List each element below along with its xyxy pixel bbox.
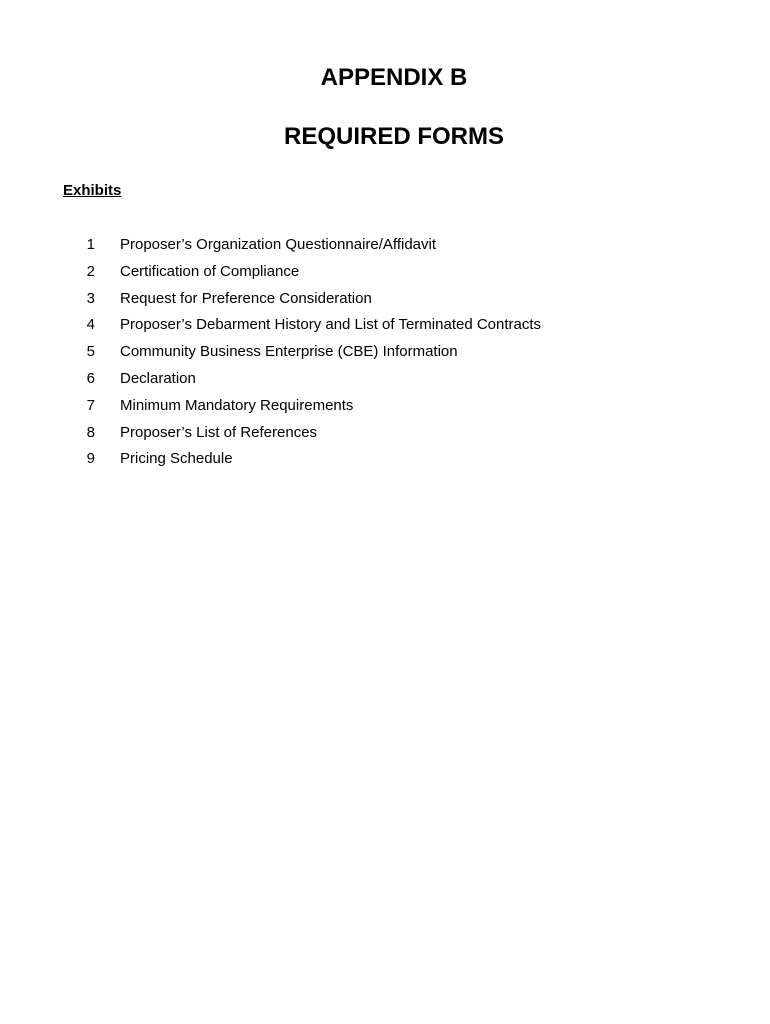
- exhibit-number: 6: [86, 369, 95, 387]
- exhibit-number: 2: [86, 262, 95, 280]
- exhibit-title: Proposer’s List of References: [120, 423, 318, 441]
- exhibit-number: 8: [86, 423, 95, 441]
- exhibit-number: 4: [86, 316, 95, 334]
- exhibit-number: 5: [86, 343, 95, 361]
- exhibit-title: Declaration: [120, 369, 196, 387]
- exhibit-title: Minimum Mandatory Requirements: [120, 396, 354, 414]
- required-forms-title: REQUIRED FORMS: [283, 123, 504, 150]
- exhibit-title: Request for Preference Consideration: [120, 289, 372, 307]
- exhibit-title: Pricing Schedule: [120, 450, 233, 468]
- appendix-title: APPENDIX B: [320, 64, 468, 91]
- exhibit-number: 9: [86, 450, 95, 468]
- exhibit-title: Proposer’s Organization Questionnaire/Affidavit: [120, 236, 437, 253]
- exhibit-number: 7: [86, 396, 95, 414]
- exhibits-heading: Exhibits: [63, 182, 122, 199]
- exhibit-number: 1: [86, 236, 95, 253]
- exhibit-number: 3: [86, 289, 95, 307]
- exhibit-title: Certification of Compliance: [120, 262, 300, 280]
- exhibit-title: Proposer’s Debarment History and List of Terminated Contracts: [120, 316, 542, 334]
- exhibit-title: Community Business Enterprise (CBE) Information: [120, 343, 458, 361]
